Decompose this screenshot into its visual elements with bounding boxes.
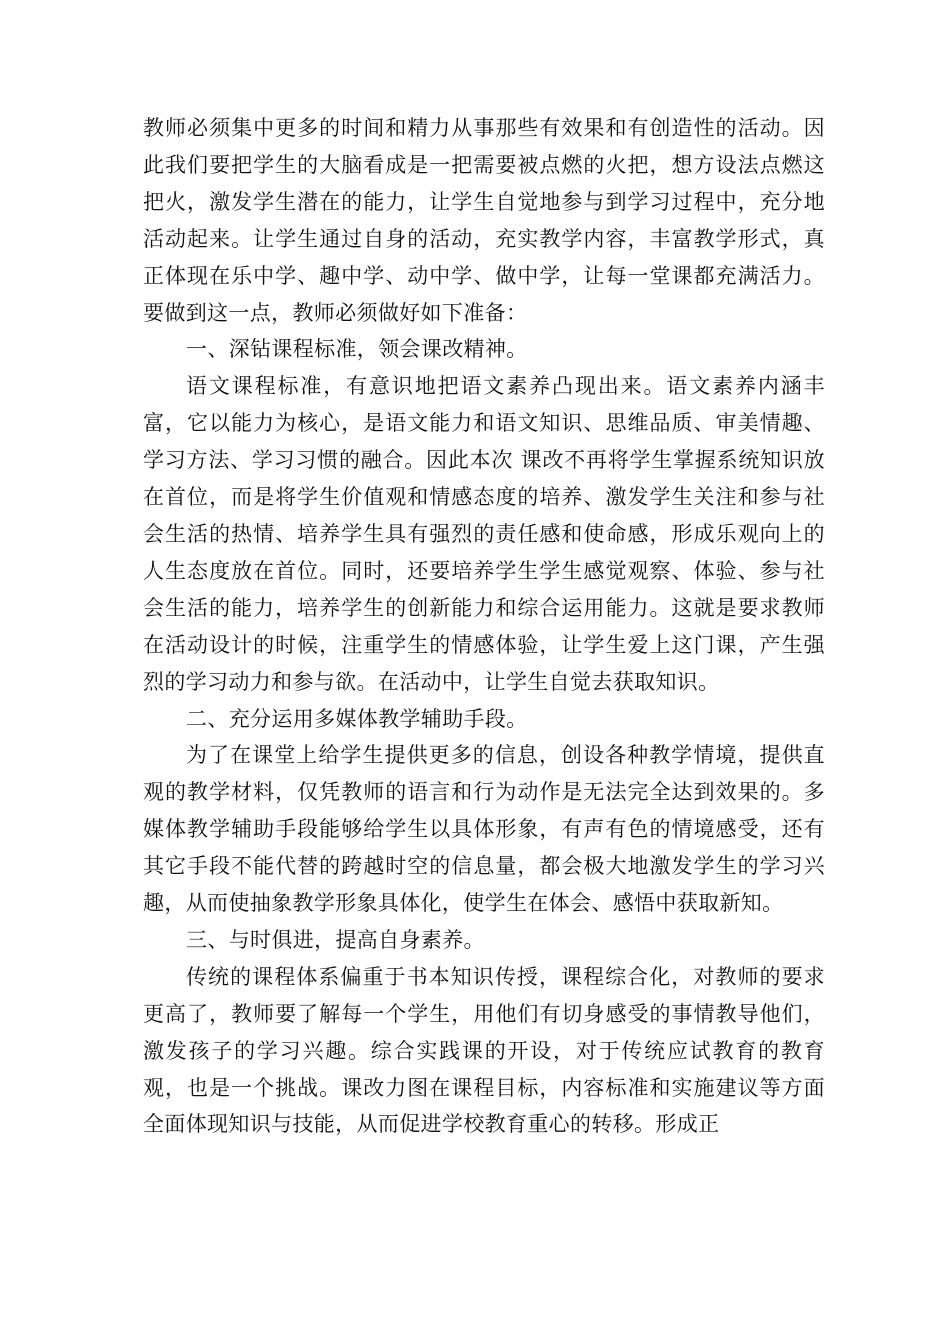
section-heading-1: 一、深钻课程标准，领会课改精神。 (186, 337, 528, 362)
paragraph-intro: 教师必须集中更多的时间和精力从事那些有效果和有创造性的活动。因此我们要把学生的大脑看成是一把需要被点燃的火把，想方设法点燃这把火，激发学生潜在的能力，让学生自觉地参与到学习过程中，充分地活动起来。让学生通过自身的活动，充实教学内容，丰富教学形式，真正体现在乐中学、趣中学、动中学、做中学，让每一堂课都充满活力。要做到这一点，教师必须做好如下准备： (143, 116, 825, 325)
paragraph-section-3: 传统的课程体系偏重于书本知识传授，课程综合化，对教师的要求更高了，教师要了解每一个学生，用他们有切身感受的事情教导他们，激发孩子的学习兴趣。综合实践课的开设，对于传统应试教育的教育观，也是一个挑战。课改力图在课程目标，内容标准和实施建议等方面全面体现知识与技能，从而促进学校教育重心的转移。形成正 (143, 964, 825, 1137)
paragraph-section-1: 语文课程标准，有意识地把语文素养凸现出来。语文素养内涵丰富，它以能力为核心，是语文能力和语文知识、思维品质、审美情趣、学习方法、学习习惯的融合。因此本次 课改不再将学生掌握系统知识放在首位，而是将学生价值观和情感态度的培养、激发学生关注和参与社会生活的热情、培养学生具有强烈的责任感和使命感，形成乐观向上的人生态度放在首位。同时，还要培养学生学生感觉观察、体验、参与社会生活的能力，培养学生的创新能力和综合运用能力。这就是要求教师在活动设计的时候，注重学生的情感体验，让学生爱上这门课，产生强烈的学习动力和参与欲。在活动中，让学生自觉去获取知识。 (143, 374, 825, 694)
section-heading-3: 三、与时俱进，提高自身素养。 (186, 927, 485, 952)
document-body (143, 110, 825, 1143)
section-heading-2: 二、充分运用多媒体教学辅助手段。 (186, 706, 528, 731)
paragraph-section-2: 为了在课堂上给学生提供更多的信息，创设各种教学情境，提供直观的教学材料，仅凭教师的语言和行为动作是无法完全达到效果的。多媒体教学辅助手段能够给学生以具体形象，有声有色的情境感受，还有其它手段不能代替的跨越时空的信息量，都会极大地激发学生的学习兴趣，从而使抽象教学形象具体化，使学生在体会、感悟中获取新知。 (143, 743, 825, 916)
